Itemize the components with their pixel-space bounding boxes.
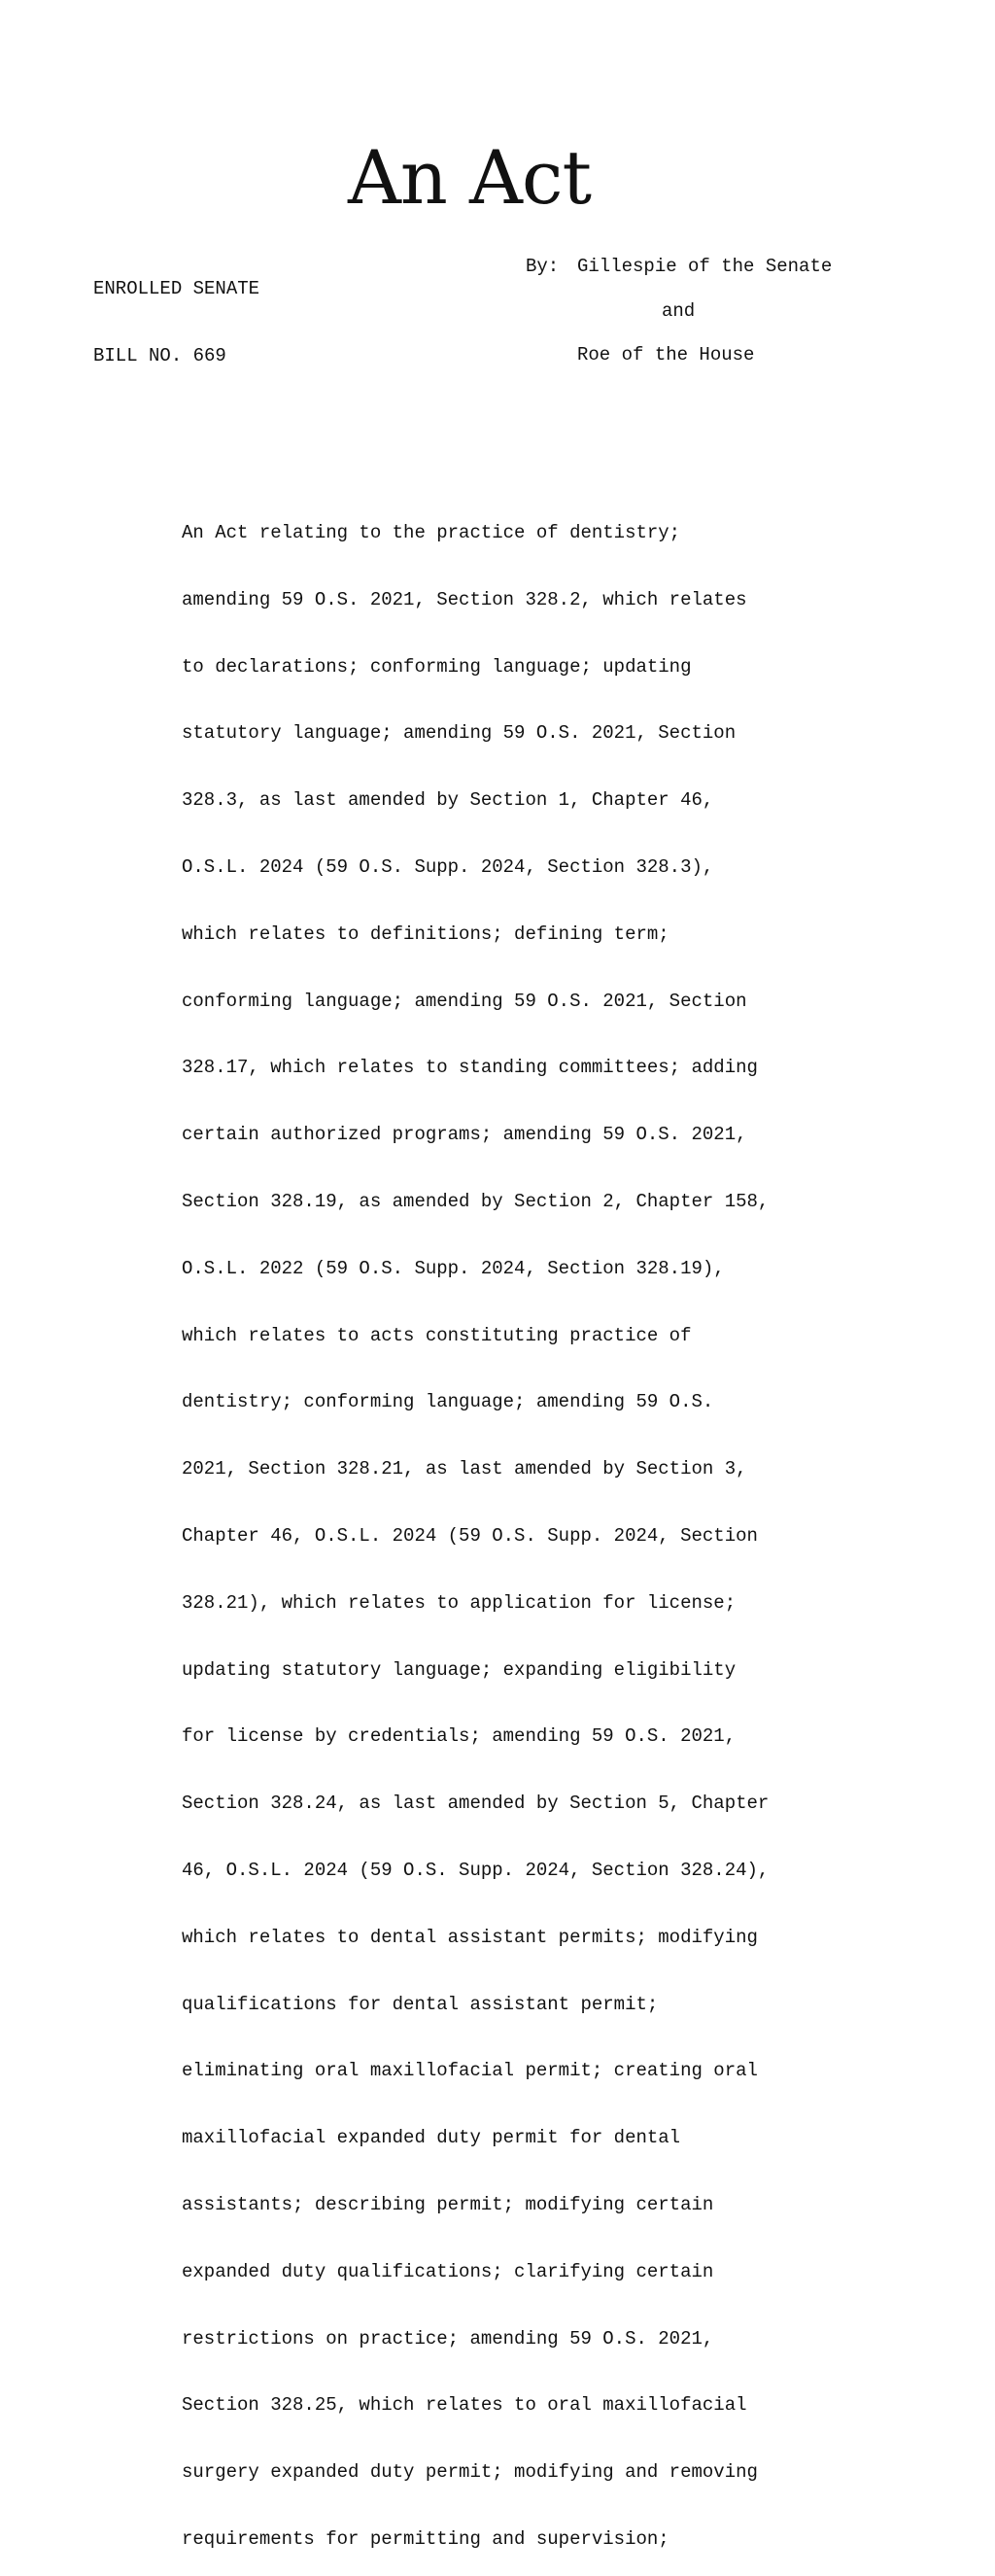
summary-line: O.S.L. 2024 (59 O.S. Supp. 2024, Section 328.3), (182, 855, 714, 878)
summary-line: An Act relating to the practice of dentistry; (182, 522, 681, 543)
summary-line: amending 59 O.S. 2021, Section 328.2, which relates (182, 588, 747, 610)
summary-line: 328.3, as last amended by Section 1, Chapter 46, (182, 789, 714, 812)
summary-line: surgery expanded duty permit; modifying and removing (182, 2461, 758, 2484)
summary-line: Section 328.25, which relates to oral maxillofacial (182, 2394, 747, 2417)
author-conjunction: and (662, 300, 696, 322)
summary-line: to declarations; conforming language; updating (182, 655, 692, 678)
by-label: By: (526, 256, 560, 277)
summary-line: O.S.L. 2022 (59 O.S. Supp. 2024, Section 328.19), (182, 1257, 725, 1279)
bill-label-line-2: BILL NO. 669 (93, 345, 226, 366)
summary-line: 46, O.S.L. 2024 (59 O.S. Supp. 2024, Section 328.24), (182, 1859, 770, 1881)
summary-line: for license by credentials; amending 59 O.S. 2021, (182, 1725, 737, 1748)
summary-line: updating statutory language; expanding eligibility (182, 1658, 737, 1681)
summary-line: which relates to acts constituting practice of (182, 1324, 692, 1346)
summary-line: conforming language; amending 59 O.S. 2021, Section (182, 990, 747, 1012)
summary-line: eliminating oral maxillofacial permit; creating oral (182, 2060, 758, 2082)
summary-line: Section 328.19, as amended by Section 2, Chapter 158, (182, 1190, 770, 1212)
summary-line: assistants; describing permit; modifying certain (182, 2193, 714, 2215)
summary-line: expanded duty qualifications; clarifying certain (182, 2260, 714, 2282)
summary-line: Section 328.24, as last amended by Section 5, Chapter (182, 1793, 770, 1815)
act-summary (182, 477, 823, 2576)
summary-line: Chapter 46, O.S.L. 2024 (59 O.S. Supp. 2024, Section (182, 1524, 758, 1547)
summary-line: maxillofacial expanded duty permit for dental (182, 2127, 681, 2149)
document-title: An Act (348, 134, 591, 221)
summary-line: statutory language; amending 59 O.S. 2021, Section (182, 722, 737, 745)
summary-line: 328.17, which relates to standing committees; adding (182, 1057, 758, 1079)
summary-line: restrictions on practice; amending 59 O.S. 2021, (182, 2327, 714, 2350)
summary-line: which relates to dental assistant permits; modifying (182, 1926, 758, 1948)
summary-line: which relates to definitions; defining term; (182, 922, 669, 945)
summary-line: dentistry; conforming language; amending 59 O.S. (182, 1391, 714, 1413)
summary-line: 328.21), which relates to application for license; (182, 1591, 737, 1614)
summary-line: certain authorized programs; amending 59 O.S. 2021, (182, 1124, 747, 1146)
summary-line: 2021, Section 328.21, as last amended by Section 3, (182, 1458, 747, 1480)
bill-label-line-1: ENROLLED SENATE (93, 278, 260, 299)
summary-line: qualifications for dental assistant permit; (182, 1993, 659, 2015)
bill-label (93, 233, 259, 412)
senate-author: Gillespie of the Senate (577, 256, 833, 277)
summary-line: requirements for permitting and supervision; (182, 2527, 669, 2550)
house-author: Roe of the House (577, 344, 755, 366)
